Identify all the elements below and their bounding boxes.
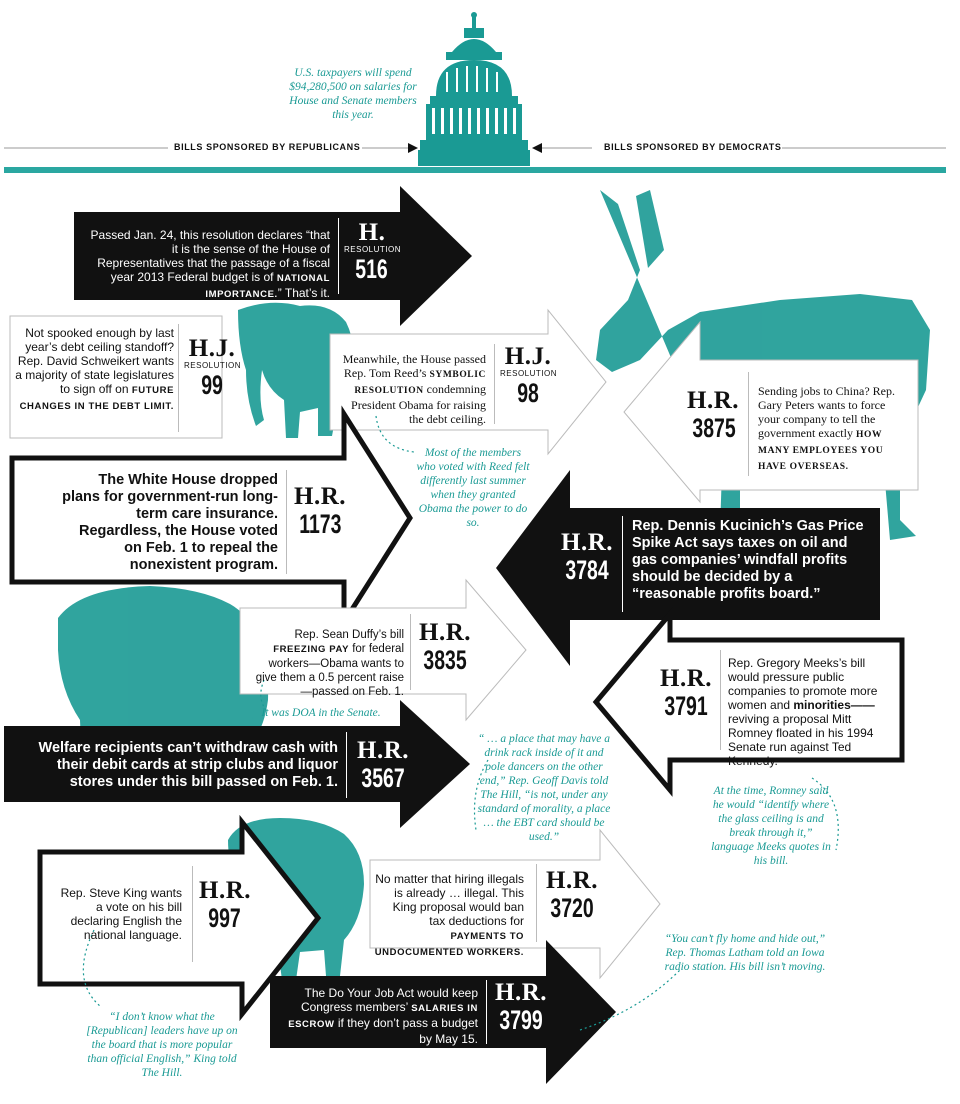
hr997-divider (192, 866, 193, 962)
hr3835-code: H.R. 3835 (419, 619, 471, 676)
hr3791-code: H.R. 3791 (660, 665, 712, 722)
hr3784-description: Rep. Dennis Kucinich’s Gas Price Spike Act says taxes on oil and gas companies’ windfall profits should be decided by a “reasonable profits board.” (632, 518, 864, 602)
note-latham: “You can’t fly home and hide out,” Rep. Thomas Latham told an Iowa radio station. His bill isn’t moving. (664, 933, 826, 973)
hr997-code: H.R. 997 (199, 877, 251, 934)
hr3799-code: H.R. 3799 (495, 979, 547, 1036)
hjres99-description: Not spooked enough by last year’s debt ceiling standoff? Rep. David Schweikert wants a majority of state legislatures to sign off on FUTURE CHANGES IN THE DEBT LIMIT. (15, 326, 174, 412)
capitol-dome-illustration (418, 12, 530, 166)
hr3835-divider (410, 614, 411, 690)
hr3875-code: H.R. 3875 (687, 387, 739, 444)
hr3567-code: H.R. 3567 (357, 737, 409, 794)
hjres98-divider (494, 344, 495, 424)
hr3799-description: The Do Your Job Act would keep Congress members’ SALARIES IN ESCROW if they don’t pass a budget by May 15. (288, 986, 478, 1046)
hr3784-divider (622, 516, 623, 612)
salary-note: U.S. taxpayers will spend $94,280,500 on salaries for House and Senate members this year. (289, 67, 417, 121)
republican-bills-label: BILLS SPONSORED BY REPUBLICANS (174, 142, 361, 152)
hr3835-description: Rep. Sean Duffy’s bill FREEZING PAY for federal workers—Obama wants to give them a 0.5 percent raise—passed on Feb. 1. (255, 629, 404, 698)
hr1173-divider (286, 470, 287, 574)
hr3720-divider (536, 864, 537, 942)
teal-rule (4, 167, 946, 173)
note-romney: At the time, Romney said he would “identify where the glass ceiling is and break through it,” language Meeks quotes in his bill. (711, 785, 831, 867)
hres516-divider (338, 218, 339, 294)
note-king: “I don’t know what the [Republican] leaders have up on the board that is more popular than official English,” King told The Hill. (86, 1011, 238, 1079)
hjres98-description: Meanwhile, the House passed Rep. Tom Reed’s SYMBOLIC RESOLUTION condemning President Obama for raising the debt ceiling. (342, 352, 486, 426)
arrow-left-marker (408, 143, 418, 153)
hr1173-code: H.R. 1173 (294, 483, 346, 540)
democrat-bills-label: BILLS SPONSORED BY DEMOCRATS (604, 142, 782, 152)
hr1173-description: The White House dropped plans for government-run long-term care insurance. Regardless, the House voted on Feb. 1 to repeal the nonexistent program. (62, 472, 278, 573)
hjres99-code: H.J. RESOLUTION 99 (184, 335, 242, 400)
hr3875-description: Sending jobs to China? Rep. Gary Peters wants to force your company to tell the government exactly HOW MANY EMPLOYEES YOU HAVE OVERSEAS. (758, 384, 895, 472)
hr3567-divider (346, 732, 347, 798)
hr997-description: Rep. Steve King wants a vote on his bill declaring English the national language. (60, 886, 182, 942)
hr3799-divider (486, 980, 487, 1044)
note-davis: “ … a place that may have a drink rack inside of it and pole dancers on the other end,” Rep. Geoff Davis told The Hill, “is not, under any standard of morality, a place … the EBT card should be used.” (477, 733, 611, 843)
hres516-description: Passed Jan. 24, this resolution declares “that it is the sense of the House of Representatives that the passage of a fiscal year 2013 Federal budget is of NATIONAL IMPORTANCE.” That’s it. (90, 228, 330, 300)
arrow-right-marker (532, 143, 542, 153)
hr3567-description: Welfare recipients can’t withdraw cash with their debit cards at strip clubs and liquor stores under this bill passed on Feb. 1. (38, 740, 338, 790)
hjres99-divider (178, 324, 179, 432)
hr3791-description: Rep. Gregory Meeks’s bill would pressure public companies to promote more women and minorities—— reviving a proposal Mitt Romney floated in his 1994 Senate run against Ted Kennedy. (728, 656, 878, 768)
hres516-code: H. RESOLUTION 516 (344, 219, 402, 284)
hr3720-code: H.R. 3720 (546, 867, 598, 924)
hr3875-divider (748, 372, 749, 476)
hjres98-code: H.J. RESOLUTION 98 (500, 343, 558, 408)
hr3720-description: No matter that hiring illegals is already … illegal. This King proposal would ban tax deductions for PAYMENTS TO UNDOCUMENTED WORKERS. (374, 872, 524, 958)
hr3791-divider (720, 650, 721, 750)
note-doa: It was DOA in the Senate. (261, 707, 381, 719)
note-reed: Most of the members who voted with Reed felt differently last summer when they granted Obama the power to do so. (416, 447, 530, 529)
hr3784-code: H.R. 3784 (561, 529, 613, 586)
